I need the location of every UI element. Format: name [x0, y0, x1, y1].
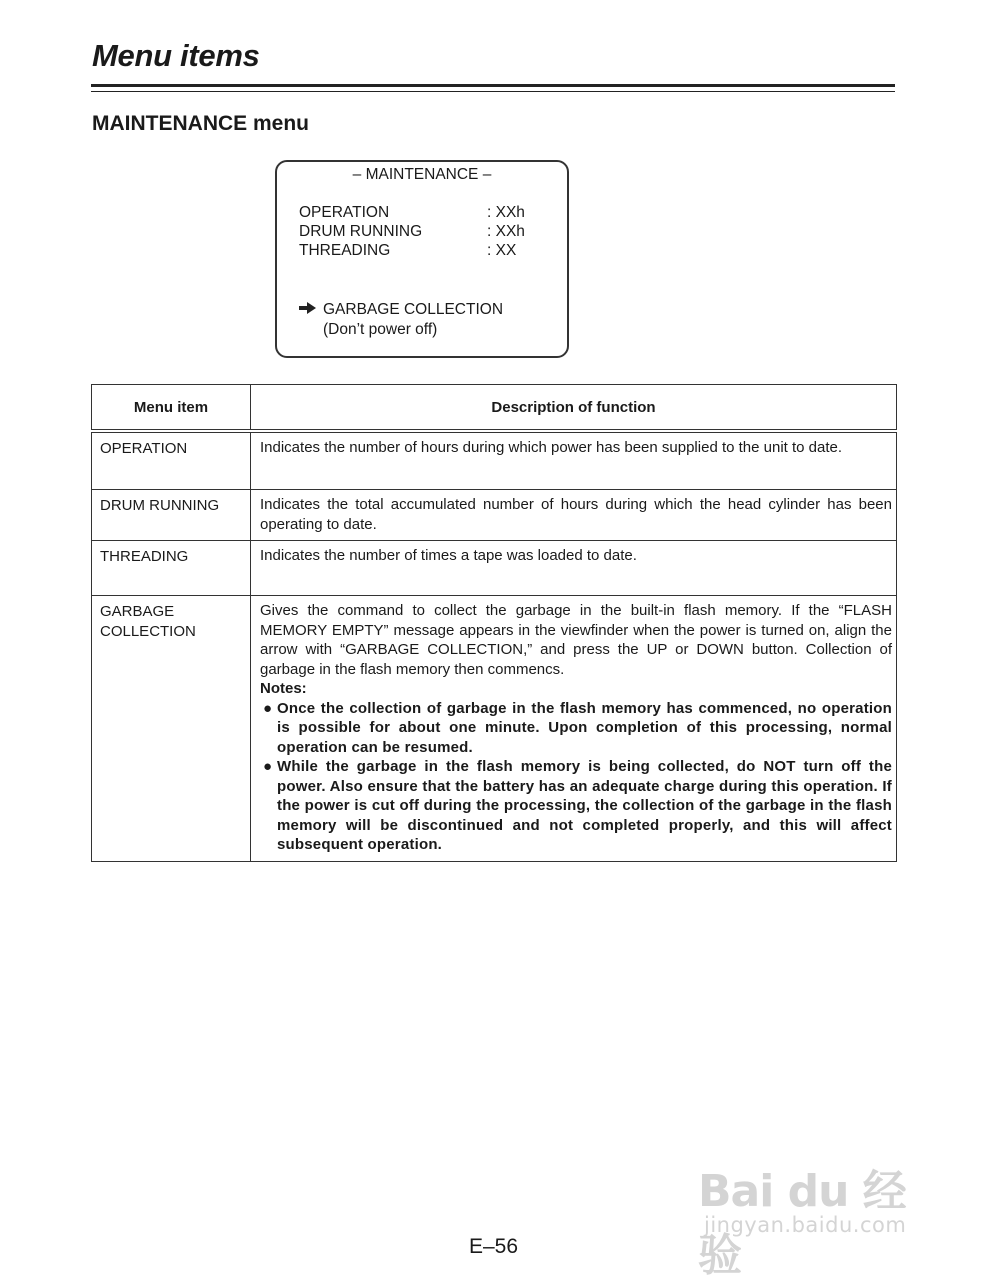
- description-cell: Indicates the total accumulated number of hours during which the head cylinder has been operating to date.: [251, 490, 897, 541]
- menu-item-cell: DRUM RUNNING: [92, 490, 251, 541]
- table-row: [92, 490, 897, 541]
- screen-selected-row: [299, 300, 504, 320]
- menu-item-label: GARBAGE COLLECTION: [100, 603, 196, 640]
- screen-row-label: OPERATION: [299, 204, 390, 221]
- description-cell: Indicates the number of hours during which power has been supplied to the unit to date.: [251, 431, 897, 490]
- note-item: [260, 699, 892, 758]
- screen-row-value: : XX: [487, 242, 517, 259]
- table-row: [92, 596, 897, 862]
- column-header-menu-item: Menu item: [92, 385, 251, 432]
- selected-item-note: (Don’t power off): [323, 321, 438, 338]
- page-number: E–56: [468, 1235, 519, 1258]
- page-title: Menu items: [92, 38, 260, 73]
- screen-title: – MAINTENANCE –: [352, 166, 492, 183]
- selected-item-label: GARBAGE COLLECTION: [323, 301, 504, 318]
- menu-items-table: [91, 384, 897, 862]
- column-header-description: Description of function: [251, 385, 897, 432]
- bullet-icon: ●: [263, 699, 273, 717]
- menu-item-cell: THREADING: [92, 541, 251, 596]
- table-header-row: [92, 385, 897, 432]
- notes-heading: Notes:: [260, 680, 307, 697]
- note-text: Once the collection of garbage in the flash memory has commenced, no operation is possible for about one minute. Upon completion of this processing, normal operation can be resumed.: [277, 699, 892, 756]
- menu-item-cell: [92, 596, 251, 862]
- table-row: [92, 431, 897, 490]
- description-cell: Indicates the number of times a tape was loaded to date.: [251, 541, 897, 596]
- watermark-logo: Bai du 经验: [698, 1166, 906, 1281]
- table-row: [92, 541, 897, 596]
- description-cell: [251, 596, 897, 862]
- watermark-url: jingyan.baidu.com: [704, 1213, 907, 1237]
- screen-row-label: THREADING: [299, 242, 391, 259]
- right-arrow-icon: [299, 300, 317, 320]
- section-title: MAINTENANCE menu: [92, 112, 310, 135]
- maintenance-screen-display: [275, 160, 569, 358]
- menu-item-cell: OPERATION: [92, 431, 251, 490]
- screen-row-value: : XXh: [487, 204, 525, 221]
- bullet-icon: ●: [263, 758, 273, 775]
- note-item: [260, 757, 892, 855]
- note-text: While the garbage in the flash memory is being collected, do NOT turn off the power. Also ensure that the battery has an adequate charge during this operation. If the power is cut off during the processing, the collection of the garbage in the flash memory will be discontinued and not completed properly, and this will affect subsequent operation.: [277, 758, 892, 853]
- screen-row-label: DRUM RUNNING: [299, 223, 423, 240]
- baidu-watermark: [698, 1155, 934, 1281]
- screen-row-value: : XXh: [487, 223, 525, 240]
- description-text: Gives the command to collect the garbage in the built-in flash memory. If the “FLASH MEMORY EMPTY” message appears in the viewfinder when the power is turned on, align the arrow with “GARBAGE COLLECTION,” and press the UP or DOWN button. Collection of garbage in the flash memory then commencs.: [260, 602, 892, 678]
- title-rule: [91, 84, 895, 92]
